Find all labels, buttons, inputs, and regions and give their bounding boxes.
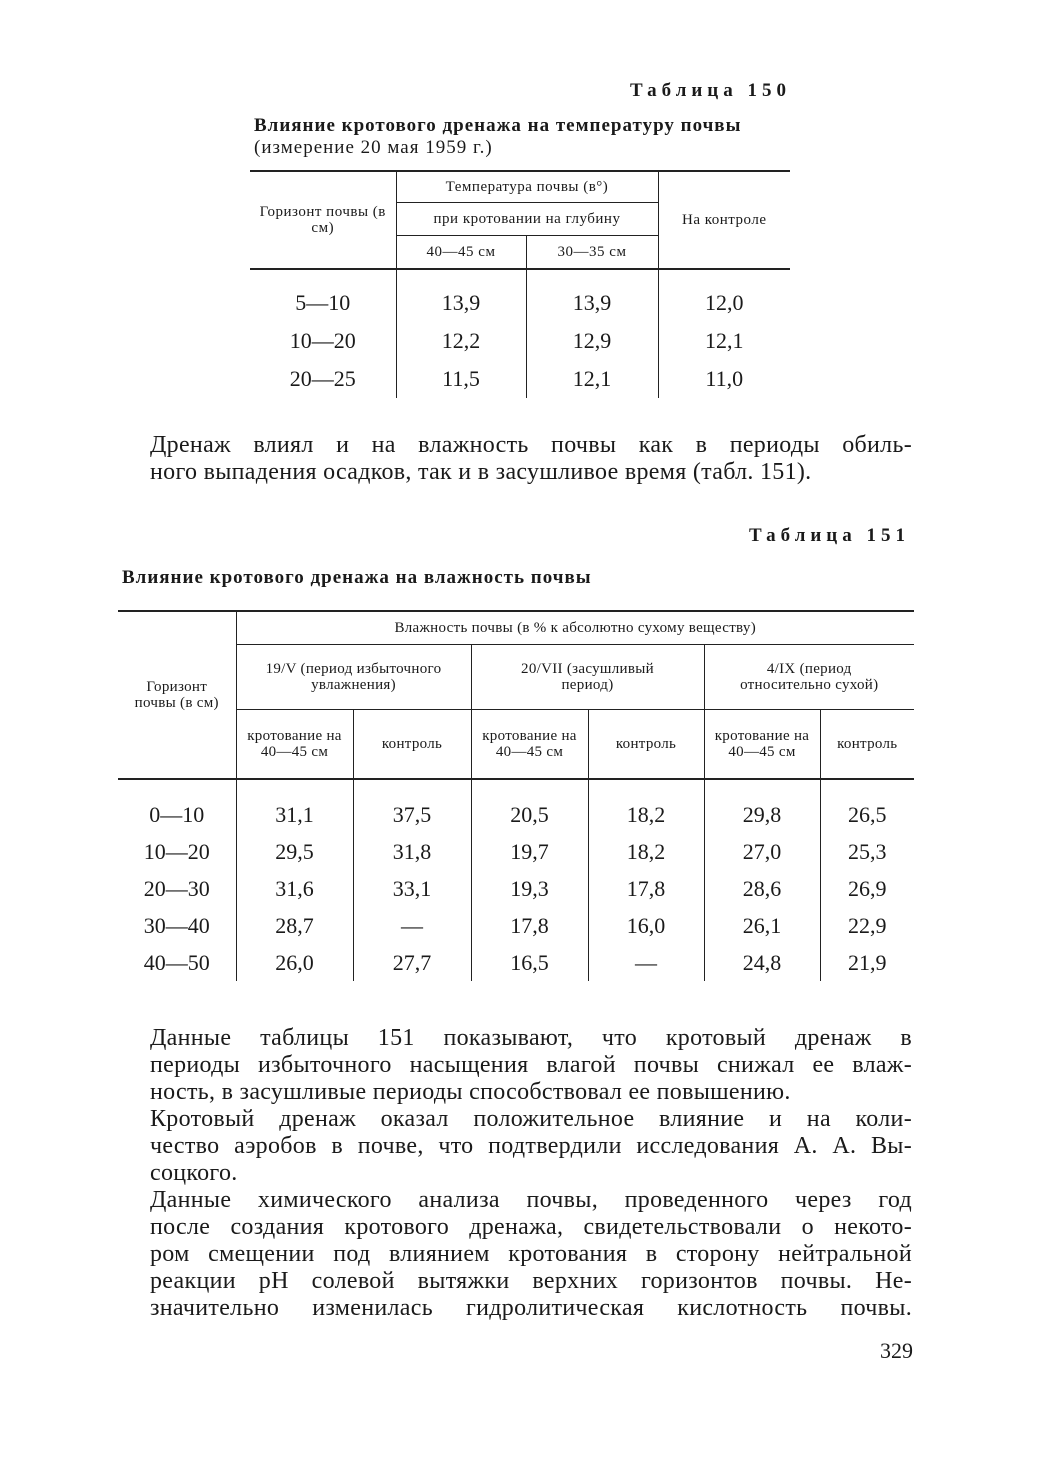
cell-value: 27,0	[704, 833, 820, 870]
text-line: ного выпадения осадков, так и в засушливое время (табл. 151).	[150, 459, 812, 485]
table-row	[118, 779, 914, 833]
header-control: контроль	[837, 736, 898, 752]
cell-horizon: 10—20	[250, 322, 396, 360]
table-row	[250, 360, 790, 398]
cell-value: 12,2	[396, 322, 526, 360]
header-control: контроль	[588, 710, 704, 780]
table-row	[118, 944, 914, 981]
header-horizon: Горизонт почвы (в см)	[250, 171, 396, 269]
cell-value: 12,9	[526, 322, 658, 360]
text-line: ром смещении под влиянием кротования в сторону нейтральной	[150, 1241, 912, 1267]
paragraph-3	[150, 1106, 912, 1187]
cell-horizon: 40—50	[118, 944, 236, 981]
cell-value: 19,3	[471, 870, 588, 907]
header-horizon: Горизонт почвы (в см)	[118, 611, 236, 779]
header-mole-depth: при кротовании на глубину	[396, 203, 658, 236]
text-line: после создания кротового дренажа, свидетельствовали о некото-	[150, 1214, 912, 1240]
header-control: контроль	[353, 710, 471, 780]
cell-value: 11,5	[396, 360, 526, 398]
cell-value: 31,6	[236, 870, 353, 907]
cell-horizon: 10—20	[118, 833, 236, 870]
cell-value: 27,7	[353, 944, 471, 981]
cell-value: 17,8	[588, 870, 704, 907]
cell-value: 12,0	[705, 290, 744, 315]
cell-value: 21,9	[848, 949, 887, 975]
text-line: Данные химического анализа почвы, проведенного через год	[150, 1187, 912, 1213]
table-row	[250, 269, 790, 322]
text-line: реакции pH солевой вытяжки верхних горизонтов почвы. Не-	[150, 1268, 912, 1294]
table-150-title: Влияние кротового дренажа на температуру почвы	[254, 115, 742, 136]
cell-horizon: 0—10	[118, 779, 236, 833]
cell-value: 16,0	[588, 907, 704, 944]
cell-value: 12,1	[705, 328, 744, 353]
cell-value: 12,1	[526, 360, 658, 398]
cell-horizon: 20—25	[250, 360, 396, 398]
table-row	[250, 322, 790, 360]
header-period-1: 19/V (период избыточного увлажнения)	[236, 645, 471, 710]
table-row	[118, 833, 914, 870]
table-150-subtitle: (измерение 20 мая 1959 г.)	[254, 137, 493, 158]
table-151-title: Влияние кротового дренажа на влажность почвы	[122, 567, 592, 588]
paragraph-4	[150, 1187, 912, 1322]
text-line: соцкого.	[150, 1160, 238, 1186]
cell-value: 26,0	[236, 944, 353, 981]
cell-value: 31,1	[236, 779, 353, 833]
cell-value: 13,9	[526, 269, 658, 322]
cell-value: 13,9	[396, 269, 526, 322]
cell-value: 18,2	[588, 833, 704, 870]
header-control: На контроле	[658, 171, 790, 269]
cell-horizon: 5—10	[250, 269, 396, 322]
cell-value: 29,5	[236, 833, 353, 870]
cell-value: —	[353, 907, 471, 944]
cell-horizon: 20—30	[118, 870, 236, 907]
table-row	[118, 907, 914, 944]
cell-value: 25,3	[848, 838, 887, 864]
table-151	[118, 610, 914, 981]
cell-value: 37,5	[353, 779, 471, 833]
paragraph-2	[150, 1025, 912, 1106]
table-150-label: Таблица 150	[629, 80, 791, 101]
cell-value: 26,1	[704, 907, 820, 944]
text-line: значительно изменилась гидролитическая кислотность почвы.	[150, 1295, 912, 1321]
cell-value: 19,7	[471, 833, 588, 870]
header-mole: кротование на 40—45 см	[471, 710, 588, 780]
text-line: Данные таблицы 151 показывают, что кротовый дренаж в	[150, 1025, 912, 1051]
header-moisture: Влажность почвы (в % к абсолютно сухому веществу)	[236, 611, 914, 645]
cell-value: 18,2	[588, 779, 704, 833]
cell-value: 20,5	[471, 779, 588, 833]
text-line: ность, в засушливые периоды способствовал ее повышению.	[150, 1079, 791, 1105]
header-depth-2: 30—35 см	[526, 236, 658, 270]
cell-horizon: 30—40	[118, 907, 236, 944]
cell-value: 17,8	[471, 907, 588, 944]
cell-value: 11,0	[705, 366, 744, 391]
cell-value: 29,8	[704, 779, 820, 833]
cell-value: 31,8	[353, 833, 471, 870]
header-period-2: 20/VII (засушливый период)	[471, 645, 704, 710]
cell-value: 28,7	[236, 907, 353, 944]
cell-value: 33,1	[353, 870, 471, 907]
cell-value: —	[588, 944, 704, 981]
table-150	[250, 170, 790, 398]
cell-value: 28,6	[704, 870, 820, 907]
header-temperature: Температура почвы (в°)	[396, 171, 658, 203]
text-line: чество аэробов в почве, что подтвердили исследования А. А. Вы-	[150, 1133, 912, 1159]
cell-value: 26,5	[848, 801, 887, 827]
text-line: Дренаж влиял и на влажность почвы как в периоды обиль-	[150, 432, 912, 458]
table-151-label: Таблица 151	[748, 525, 910, 546]
cell-value: 26,9	[848, 875, 887, 901]
cell-value: 16,5	[471, 944, 588, 981]
text-line: Кротовый дренаж оказал положительное влияние и на коли-	[150, 1106, 912, 1132]
header-mole: кротование на 40—45 см	[704, 710, 820, 780]
page-number: 329	[880, 1338, 913, 1363]
header-period-3: 4/IX (период относительно сухой)	[704, 645, 914, 710]
text-line: периоды избыточного насыщения влагой почвы снижал ее влаж-	[150, 1052, 912, 1078]
paragraph-1	[150, 432, 912, 486]
table-row	[118, 870, 914, 907]
header-depth-1: 40—45 см	[396, 236, 526, 270]
cell-value: 22,9	[848, 912, 887, 938]
header-mole: кротование на 40—45 см	[236, 710, 353, 780]
cell-value: 24,8	[704, 944, 820, 981]
